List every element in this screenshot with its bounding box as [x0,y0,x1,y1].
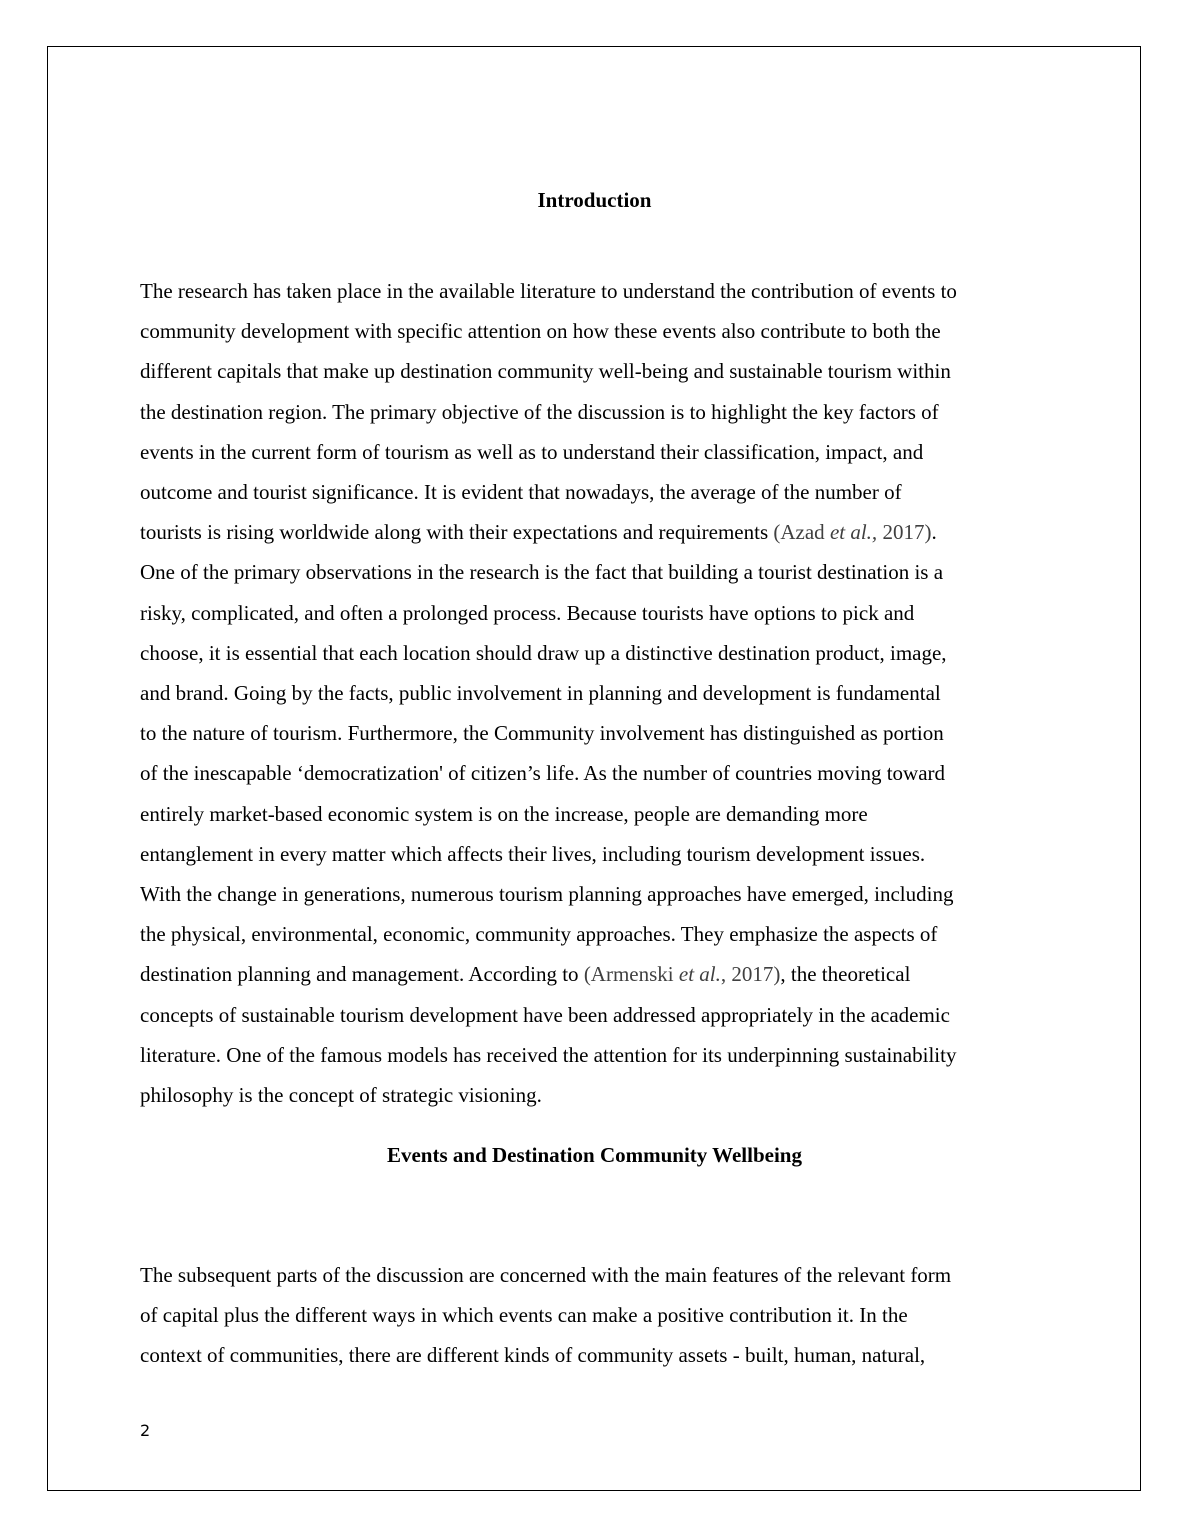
paragraph-line: literature. One of the famous models has received the attention for its underpinning sustainability [140,1042,957,1067]
paragraph-line: The subsequent parts of the discussion are concerned with the main features of the relevant form [140,1263,952,1287]
heading-wellbeing: Events and Destination Community Wellbeing [386,1143,802,1167]
line-text: tourists is rising worldwide along with their expectations and requirements [140,520,774,545]
paragraph-line: community development with specific attention on how these events also contribute to both the [140,319,941,344]
paragraph-line: to the nature of tourism. Furthermore, the Community involvement has distinguished as portion [140,721,944,746]
paragraph-line: philosophy is the concept of strategic visioning. [140,1083,542,1108]
citation-year: , 2017) [720,962,781,987]
line-text: . [931,520,937,545]
paragraph-line: events in the current form of tourism as well as to understand their classification, impact, and [140,439,924,464]
paragraph-line-with-citation [140,954,1055,994]
paragraph-line: outcome and tourist significance. It is evident that nowadays, the average of the number of [140,480,902,505]
citation-et-al: et al., [829,520,878,545]
paragraph-line: the physical, environmental, economic, community approaches. They emphasize the aspects of [140,922,938,947]
paragraph-line: With the change in generations, numerous tourism planning approaches have emerged, including [140,882,954,907]
intro-paragraph [140,271,1055,1115]
paragraph-line: and brand. Going by the facts, public involvement in planning and development is fundamental [140,681,941,706]
citation-azad [773,520,931,544]
heading-introduction: Introduction [537,188,652,212]
citation-author: (Armenski [583,962,679,987]
citation-year: 2017) [877,520,932,545]
paragraph-line: context of communities, there are different kinds of community assets - built, human, natural, [140,1343,926,1368]
paragraph-line: choose, it is essential that each location should draw up a distinctive destination product, image, [140,640,947,665]
paragraph-line: entanglement in every matter which affects their lives, including tourism development issues. [140,841,926,866]
page-number: 2 [140,1421,151,1440]
line-text: , the theoretical [780,962,911,987]
paragraph-line: risky, complicated, and often a prolonged process. Because tourists have options to pick and [140,600,915,625]
paragraph-line: the destination region. The primary objective of the discussion is to highlight the key factors of [140,399,939,424]
paragraph-line: entirely market-based economic system is on the increase, people are demanding more [140,801,868,826]
paragraph-line: One of the primary observations in the research is the fact that building a tourist destination is a [140,560,944,585]
paragraph-line: different capitals that make up destination community well-being and sustainable tourism within [140,359,951,384]
line-text: destination planning and management. According to [140,962,584,987]
paragraph-line: of the inescapable ‘democratization' of citizen’s life. As the number of countries moving toward [140,761,946,786]
paragraph-line: of capital plus the different ways in which events can make a positive contribution it. In the [140,1303,908,1328]
paragraph-line-with-citation [140,512,1055,552]
wellbeing-paragraph [140,1255,1055,1376]
paragraph-line: concepts of sustainable tourism development have been addressed appropriately in the academic [140,1002,950,1027]
citation-et-al: et al. [678,962,721,987]
paragraph-line: The research has taken place in the available literature to understand the contribution of events to [140,279,957,303]
citation-armenski [584,962,781,986]
citation-author: (Azad [773,520,830,545]
